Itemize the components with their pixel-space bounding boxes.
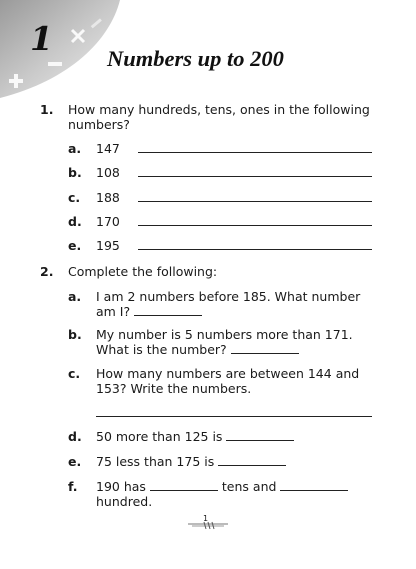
item-letter: b. bbox=[68, 165, 82, 180]
question-2f bbox=[96, 479, 376, 509]
answer-blank[interactable] bbox=[231, 342, 299, 354]
answer-line[interactable] bbox=[138, 201, 372, 202]
question-2e-text: 75 less than 175 is bbox=[96, 454, 215, 469]
answer-blank[interactable] bbox=[150, 479, 218, 491]
item-letter: f. bbox=[68, 479, 78, 494]
answer-blank[interactable] bbox=[280, 479, 348, 491]
question-2-number: 2. bbox=[40, 264, 54, 279]
question-2a bbox=[96, 289, 376, 319]
item-letter: b. bbox=[68, 327, 82, 342]
answer-blank[interactable] bbox=[226, 429, 294, 441]
question-2-text: Complete the following: bbox=[68, 264, 218, 279]
question-2f-text1: 190 has bbox=[96, 479, 146, 494]
item-letter: e. bbox=[68, 454, 82, 469]
item-letter: d. bbox=[68, 429, 82, 444]
question-2c-line1: How many numbers are between 144 and bbox=[96, 366, 360, 381]
question-2f-text2: tens and bbox=[221, 479, 277, 494]
item-number: 108 bbox=[96, 165, 120, 180]
minus-icon bbox=[48, 62, 62, 66]
answer-line[interactable] bbox=[138, 176, 372, 177]
answer-line[interactable] bbox=[138, 152, 372, 153]
item-letter: e. bbox=[68, 238, 82, 253]
item-letter: c. bbox=[68, 190, 81, 205]
item-number: 170 bbox=[96, 214, 120, 229]
item-number: 147 bbox=[96, 141, 120, 156]
item-number: 195 bbox=[96, 238, 120, 253]
answer-line[interactable] bbox=[96, 416, 372, 417]
answer-line[interactable] bbox=[138, 249, 372, 250]
question-2c-line2: 153? Write the numbers. bbox=[96, 381, 252, 396]
question-1-item-c bbox=[0, 190, 416, 208]
question-2c bbox=[96, 366, 376, 396]
question-2b-line1: My number is 5 numbers more than 171. bbox=[96, 327, 353, 342]
answer-line[interactable] bbox=[138, 225, 372, 226]
question-2a-line2: am I? bbox=[96, 304, 131, 319]
question-1-item-a bbox=[0, 141, 416, 159]
chapter-number: 1 bbox=[30, 19, 53, 58]
item-letter: a. bbox=[68, 141, 82, 156]
question-2a-line1: I am 2 numbers before 185. What number bbox=[96, 289, 361, 304]
question-1-item-b bbox=[0, 165, 416, 183]
item-letter: a. bbox=[68, 289, 82, 304]
chapter-title: Numbers up to 200 bbox=[107, 46, 284, 71]
answer-blank[interactable] bbox=[134, 304, 202, 316]
item-letter: c. bbox=[68, 366, 81, 381]
item-number: 188 bbox=[96, 190, 120, 205]
item-letter: d. bbox=[68, 214, 82, 229]
question-2b bbox=[96, 327, 376, 357]
question-2b-line2: What is the number? bbox=[96, 342, 227, 357]
question-1-item-d bbox=[0, 214, 416, 232]
question-1-number: 1. bbox=[40, 102, 54, 117]
page-number: 1 bbox=[203, 514, 209, 523]
question-2f-text3: hundred. bbox=[96, 494, 153, 509]
question-1-item-e bbox=[0, 238, 416, 256]
question-2d bbox=[96, 429, 376, 444]
question-2d-text: 50 more than 125 is bbox=[96, 429, 223, 444]
page-ornament bbox=[186, 520, 230, 532]
question-2e bbox=[96, 454, 376, 469]
question-1-text: How many hundreds, tens, ones in the following numbers? bbox=[68, 102, 370, 132]
answer-blank[interactable] bbox=[218, 454, 286, 466]
